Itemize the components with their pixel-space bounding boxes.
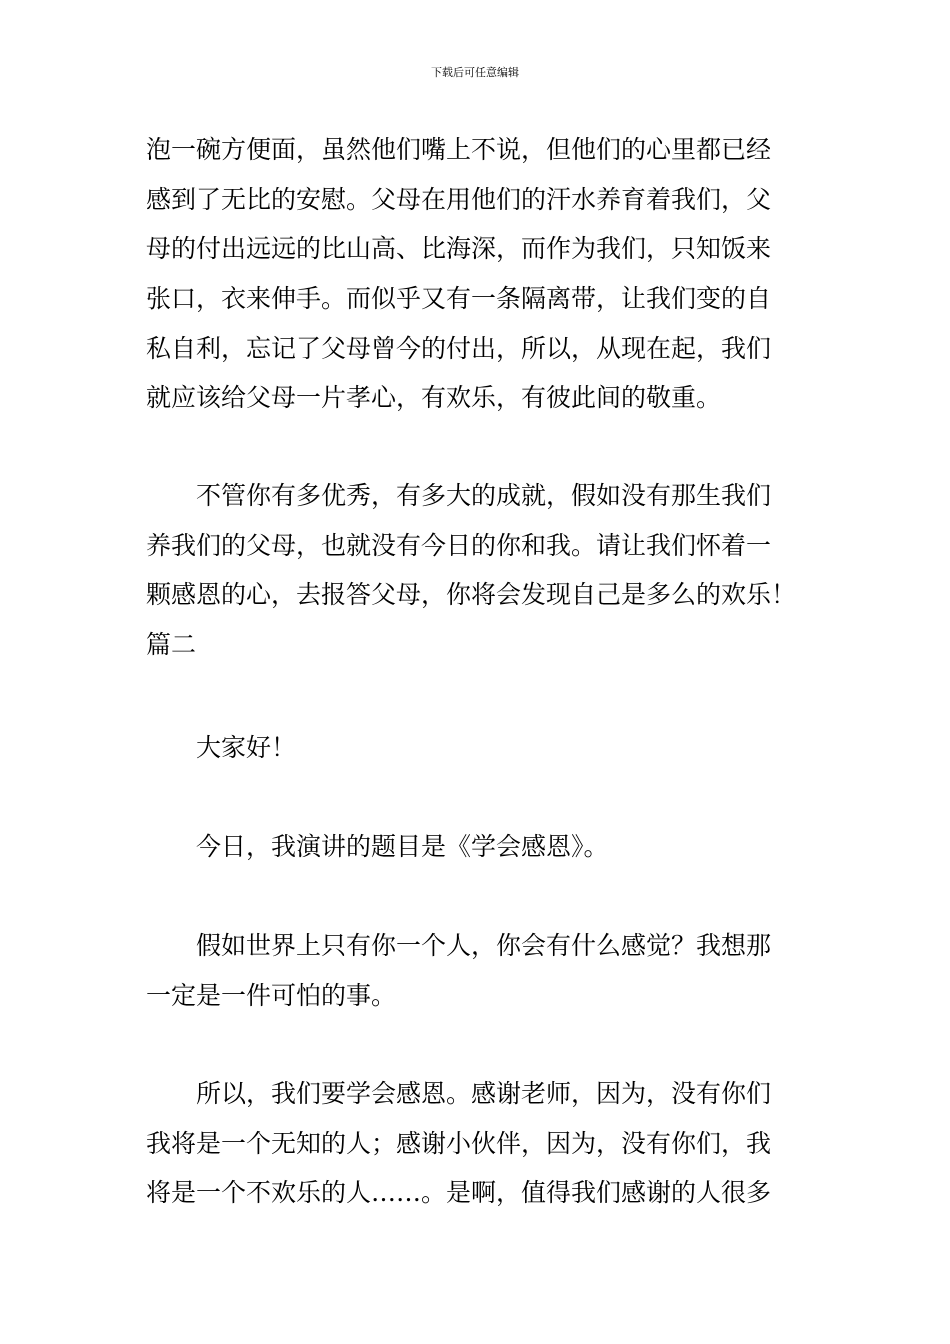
text-line: 所以，我们要学会感恩。感谢老师，因为，没有你们 bbox=[196, 1079, 772, 1108]
text-line: 感到了无比的安慰。父母在用他们的汗水养育着我们，父 bbox=[146, 185, 772, 214]
text-line: 大家好！ bbox=[196, 733, 297, 762]
page-header: 下载后可任意编辑 bbox=[431, 66, 519, 79]
text-line: 不管你有多优秀，有多大的成就，假如没有那生我们 bbox=[196, 481, 772, 510]
text-line: 私自利，忘记了父母曾今的付出，所以，从现在起，我们 bbox=[146, 334, 772, 363]
text-line: 养我们的父母，也就没有今日的你和我。请让我们怀着一 bbox=[146, 531, 772, 560]
text-line: 今日，我演讲的题目是《学会感恩》。 bbox=[196, 832, 609, 861]
text-line: 颗感恩的心，去报答父母，你将会发现自己是多么的欢乐！ bbox=[146, 580, 797, 609]
text-line: 张口，衣来伸手。而似乎又有一条隔离带，让我们变的自 bbox=[146, 284, 772, 313]
text-line: 泡一碗方便面，虽然他们嘴上不说，但他们的心里都已经 bbox=[146, 135, 772, 164]
text-line: 一定是一件可怕的事。 bbox=[146, 981, 397, 1010]
text-line: 就应该给父母一片孝心，有欢乐，有彼此间的敬重。 bbox=[146, 383, 722, 412]
text-line: 我将是一个无知的人；感谢小伙伴，因为，没有你们，我 bbox=[146, 1129, 772, 1158]
text-line: 假如世界上只有你一个人，你会有什么感觉？我想那 bbox=[196, 931, 772, 960]
text-line: 将是一个不欢乐的人……。是啊，值得我们感谢的人很多 bbox=[146, 1178, 772, 1207]
section-title: 篇二 bbox=[146, 630, 197, 659]
text-line: 母的付出远远的比山高、比海深，而作为我们，只知饭来 bbox=[146, 234, 772, 263]
